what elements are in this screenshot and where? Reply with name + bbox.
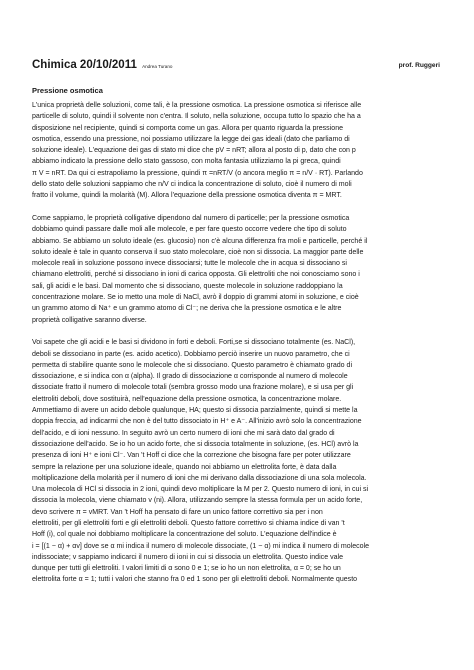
text-line: elettroliti deboli, dove sostituirà, nell'equazione della pressione osmotica, la concentrazione molare. xyxy=(32,395,342,403)
text-line: dissociazione, e si indica con α (alpha). Il grado di dissociazione α corrisponde al numero di molecole xyxy=(32,373,348,381)
section-title: Pressione osmotica xyxy=(32,86,103,95)
text-line: elettrolita forte α = 1; tutti i valori che stanno fra 0 ed 1 sono per gli elettroliti deboli. Normalmente questo xyxy=(32,576,358,584)
text-line: abbiamo. Se abbiamo un soluto ideale (es. glucosio) non c'è alcuna differenza fra moli e particelle, perché il xyxy=(32,237,368,245)
text-line: elettroliti, per gli elettroliti forti e gli elettroliti deboli. Questo fattore correttivo si chiama indice di van 't xyxy=(32,519,345,527)
text-line: Come sappiamo, le proprietà colligative dipendono dal numero di particelle; per la pressione osmotica xyxy=(32,214,350,222)
text-line: concentrazione molare. Se io metto una mole di NaCl, avrò il doppio di grammi atomi in soluzione, e cioè xyxy=(32,294,359,302)
text-line: chiamano elettroliti, perché si dissociano in ioni di carica opposta. Gli elettroliti che noi conosciamo sono i xyxy=(32,271,360,279)
paragraph-2 xyxy=(32,213,440,326)
text-line: doppia freccia, ad indicarmi che non è del tutto dissociato in H⁺ e A⁻. All'inizio avrò solo la concentrazione xyxy=(32,418,362,426)
title-text: Chimica 20/10/2011 xyxy=(32,59,137,71)
text-line: dello stato delle soluzioni sappiamo che n/V ci indica la concentrazione di soluto, cioè il numero di moli xyxy=(32,181,352,189)
text-line: proprietà colligative saranno diverse. xyxy=(32,316,147,324)
text-line: abbiamo indicato la pressione dello stato gassoso, con molta fantasia utilizziamo la pi greca, quindi xyxy=(32,158,341,166)
text-line: particelle di soluto, quindi il solvente non c'entra. Il soluto, nella soluzione, occupa tutto lo spazio che ha a xyxy=(32,113,361,121)
text-line: un grammo atomo di Na⁺ e un grammo atomo di Cl⁻; ne deriva che la pressione osmotica e le altre xyxy=(32,305,342,313)
text-line: osmotica, essendo una pressione, noi possiamo utilizzare la legge dei gas ideali (dato che parliamo di xyxy=(32,135,350,143)
text-line: π V = nRT. Da qui ci estrapoliamo la pressione, quindi π =nRT/V (o ancora meglio π = n/V · RT). Parlando xyxy=(32,169,363,177)
text-line: disposizione nel recipiente, quindi si comporta come un gas. Allora per quanto riguarda la pressione xyxy=(32,124,344,132)
text-line: dobbiamo quindi passare dalle moli alle molecole, e per fare questo occorre vedere che tipo di soluto xyxy=(32,226,347,234)
text-line: indissociate; v sappiamo indicarci il numero di ioni in cui si dissocia un elettrolita. Questo indice vale xyxy=(32,553,343,561)
text-line: soluto ideale è tale in quanto conserva il suo stato molecolare, cioè non si dissocia. La maggior parte delle xyxy=(32,248,364,256)
text-line: deboli se dissociano in parte (es. acido acetico). Dobbiamo perciò inserire un nuovo parametro, che ci xyxy=(32,350,350,358)
text-line: sali, gli acidi e le basi. Dal momento che si dissociano, queste molecole in soluzione raddoppiano la xyxy=(32,282,343,290)
text-line: i = [(1 − α) + αv] dove se α mi indica il numero di molecole dissociate, (1 − α) mi indica il numero di molecole xyxy=(32,542,370,550)
professor-name: prof. Ruggeri xyxy=(398,62,440,69)
text-line: dissocia la molecola, viene chiamato v (ni). Allora, utilizzando sempre la stessa formula per un acido forte, xyxy=(32,497,363,505)
text-line: Hoff (i), col quale noi dobbiamo moltiplicare la concentrazione del soluto. L'equazione dell'indice è xyxy=(32,531,337,539)
text-line: Voi sapete che gli acidi e le basi si dividono in forti e deboli. Forti,se si dissociano totalmente (es. NaCl), xyxy=(32,339,356,347)
text-line: fratto il volume, quindi la molarità (M). Allora l'equazione della pressione osmotica diventa π = MRT. xyxy=(32,192,342,200)
text-line: L'unica proprietà delle soluzioni, come tali, è la pressione osmotica. La pressione osmotica si riferisce alle xyxy=(32,102,362,109)
text-line: dissociate fratto il numero di molecole totali (sembra grosso modo una frazione molare), e si usa per gli xyxy=(32,384,354,392)
author-name: Andrea Turano xyxy=(142,64,173,69)
page-header xyxy=(32,58,440,72)
text-line: sempre la relazione per una soluzione ideale, quando noi abbiamo un elettrolita forte, è data dalla xyxy=(32,463,337,471)
paragraph-1 xyxy=(32,100,440,202)
text-line: soluzione ideale). L'equazione dei gas di stato mi dice che pV = nRT; allora al posto di p, dato che con p xyxy=(32,147,356,155)
text-line: permetta di stabilire quante sono le molecole che si dissociano. Questo parametro è chiamato grado di xyxy=(32,361,353,369)
text-line: dell'acido, e di ioni nessuno. In seguito avrò un certo numero di ioni che mi sarà dato dal grado di xyxy=(32,429,335,437)
document-body xyxy=(32,100,440,586)
text-line: moltiplicazione della molarità per il numero di ioni che mi derivano dalla dissociazione di una sola molecola. xyxy=(32,474,367,482)
text-line: Ammettiamo di avere un acido debole qualunque, HA; questo si dissocia parzialmente, quindi si mette la xyxy=(32,407,358,415)
text-line: devo scrivere π = vMRT. Van 't Hoff ha pensato di fare un unico fattore correttivo sia per i non xyxy=(32,508,323,516)
text-line: presenza di ioni H⁺ e ioni Cl⁻. Van 't Hoff ci dice che la correzione che bisogna fare per poter utilizzare xyxy=(32,452,351,460)
document-title xyxy=(32,58,172,74)
text-line: Una molecola di HCl si dissocia in 2 ioni, quindi devo moltiplicare la M per 2. Questo numero di ioni, in cui si xyxy=(32,486,369,494)
paragraph-3 xyxy=(32,337,440,586)
text-line: dunque per tutti gli elettroliti. I valori limiti di α sono 0 e 1; se io ho un non elettrolita, α = 0; se ho un xyxy=(32,565,341,573)
text-line: molecole reali in soluzione possono invece dissociarsi; tutte le molecole che in acqua si dissociano si xyxy=(32,260,347,268)
text-line: dissociazione dell'acido. Se io ho un acido forte, che si dissocia totalmente in soluzione, (es. HCl) avrò la xyxy=(32,440,359,448)
